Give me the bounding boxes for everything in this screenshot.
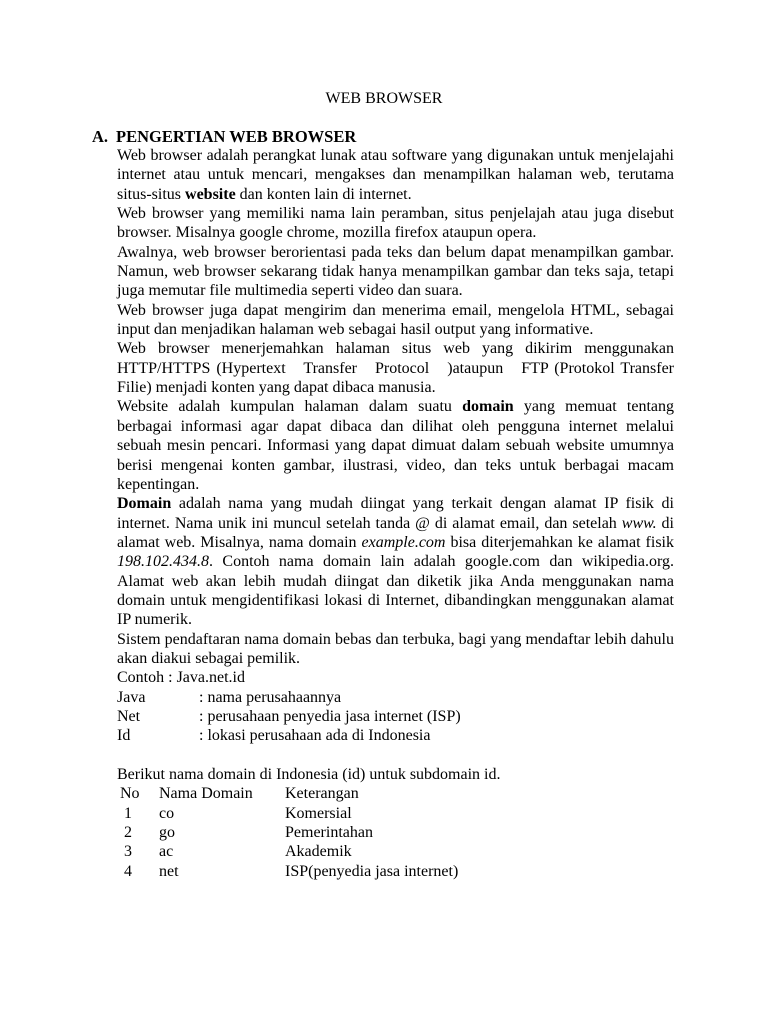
paragraph-6-bold-domain: domain [462, 398, 514, 416]
document-body [117, 146, 678, 881]
paragraph-7-italic-example: example.com [361, 533, 446, 551]
example-key: Id [117, 727, 131, 745]
paragraph-5: Web browser menerjemahkan halaman situs web yang dikirim menggunakan HTTP/HTTPS (Hypertext Transfer Protocol )ataupun FTP (Protokol Transfer Filie) menjadi konten yang dapat dibaca manusia. [117, 340, 678, 397]
paragraph-1-bold-website: website [185, 185, 236, 203]
table-row [120, 804, 458, 823]
table-cell-description: Akademik [285, 843, 352, 861]
table-row [120, 842, 458, 861]
paragraph-7-text-d: . Contoh nama domain lain adalah google.com dan wikipedia.org. Alamat web akan lebih mudah diingat dan diketik jika Anda menggunakan nama domain untuk mengidentifikasi lokasi di Internet, dibandingkan menggunakan alamat IP numerik. [117, 553, 674, 629]
example-value: : perusahaan penyedia jasa internet (ISP) [199, 707, 461, 725]
domain-table [120, 784, 458, 881]
example-key: Net [117, 707, 141, 725]
table-cell-domain: ac [159, 843, 174, 861]
section-letter: A. [92, 127, 109, 146]
paragraph-3: Awalnya, web browser berorientasi pada teks dan belum dapat menampilkan gambar. Namun, web browser sekarang tidak hanya menampilkan gambar dan teks saja, tetapi juga memutar file multimedia seperti video dan suara. [117, 243, 674, 300]
table-intro: Berikut nama domain di Indonesia (id) untuk subdomain id. [117, 766, 501, 783]
table-header-cell: No [120, 785, 140, 803]
table-cell-no: 1 [124, 804, 132, 822]
table-cell-description: Komersial [285, 804, 352, 822]
paragraph-6-text-b: yang memuat tentang berbagai informasi agar dapat dibaca dan dilihat oleh pengguna internet melalui sebuah mesin pencari. Informasi yang dapat dimuat dalam sebuah website umumnya berisi mengenai konten gambar, ilustrasi, video, dan teks untuk berbagai macam kepentingan. [117, 398, 675, 493]
paragraph-1-text-a: Web browser adalah perangkat lunak atau software yang digunakan untuk menjelajahi internet atau untuk mencari, mengakses dan menampilkan halaman web, terutama situs-situs [117, 147, 674, 203]
paragraph-7-bold-domain: Domain [117, 495, 172, 513]
paragraph-7-text-c: bisa diterjemahkan ke alamat fisik [445, 533, 674, 551]
table-row [120, 862, 458, 881]
example-value: : lokasi perusahaan ada di Indonesia [199, 727, 431, 745]
paragraph-2: Web browser yang memiliki nama lain peramban, situs penjelajah atau juga disebut browser. Misalnya google chrome, mozilla firefox ataupun opera. [117, 205, 674, 242]
paragraph-7-italic-ip: 198.102.434.8 [117, 553, 209, 571]
table-cell-domain: go [159, 824, 175, 842]
example-row [117, 726, 674, 745]
page-title: WEB BROWSER [325, 90, 443, 107]
paragraph-7-text-b: di alamat web. Misalnya, nama domain [117, 514, 674, 551]
example-heading: Contoh : Java.net.id [117, 669, 245, 687]
example-row [117, 688, 674, 707]
table-cell-no: 2 [124, 824, 132, 842]
table-cell-domain: net [159, 862, 179, 880]
section-heading-text: PENGERTIAN WEB BROWSER [116, 127, 357, 146]
paragraph-1 [117, 146, 674, 204]
paragraph-7-text-a: adalah nama yang mudah diingat yang terkait dengan alamat IP fisik di internet. Nama unik ini muncul setelah tanda @ di alamat email, dan setelah [117, 495, 674, 532]
paragraph-8: Sistem pendaftaran nama domain bebas dan terbuka, bagi yang mendaftar lebih dahulu akan diakui sebagai pemilik. [117, 630, 674, 667]
example-value: : nama perusahaannya [199, 688, 342, 706]
table-cell-domain: co [159, 804, 175, 822]
table-header-row [120, 784, 458, 803]
table-cell-description: ISP(penyedia jasa internet) [285, 862, 459, 880]
table-cell-description: Pemerintahan [285, 824, 373, 842]
example-row [117, 707, 674, 726]
blank-line [117, 746, 674, 765]
paragraph-7-italic-www: www. [621, 514, 657, 532]
table-header-cell: Nama Domain [159, 785, 253, 803]
paragraph-1-text-b: dan konten lain di internet. [235, 185, 412, 203]
table-cell-no: 3 [124, 843, 132, 861]
paragraph-7 [117, 494, 674, 629]
table-header-cell: Keterangan [285, 785, 359, 803]
table-cell-no: 4 [124, 862, 132, 880]
paragraph-6-text-a: Website adalah kumpulan halaman dalam suatu [117, 398, 463, 416]
example-key: Java [117, 688, 146, 706]
table-row [120, 823, 458, 842]
paragraph-4: Web browser juga dapat mengirim dan menerima email, mengelola HTML, sebagai input dan menjadikan halaman web sebagai hasil output yang informative. [117, 301, 674, 339]
paragraph-6 [117, 397, 674, 494]
section-heading [92, 127, 356, 146]
